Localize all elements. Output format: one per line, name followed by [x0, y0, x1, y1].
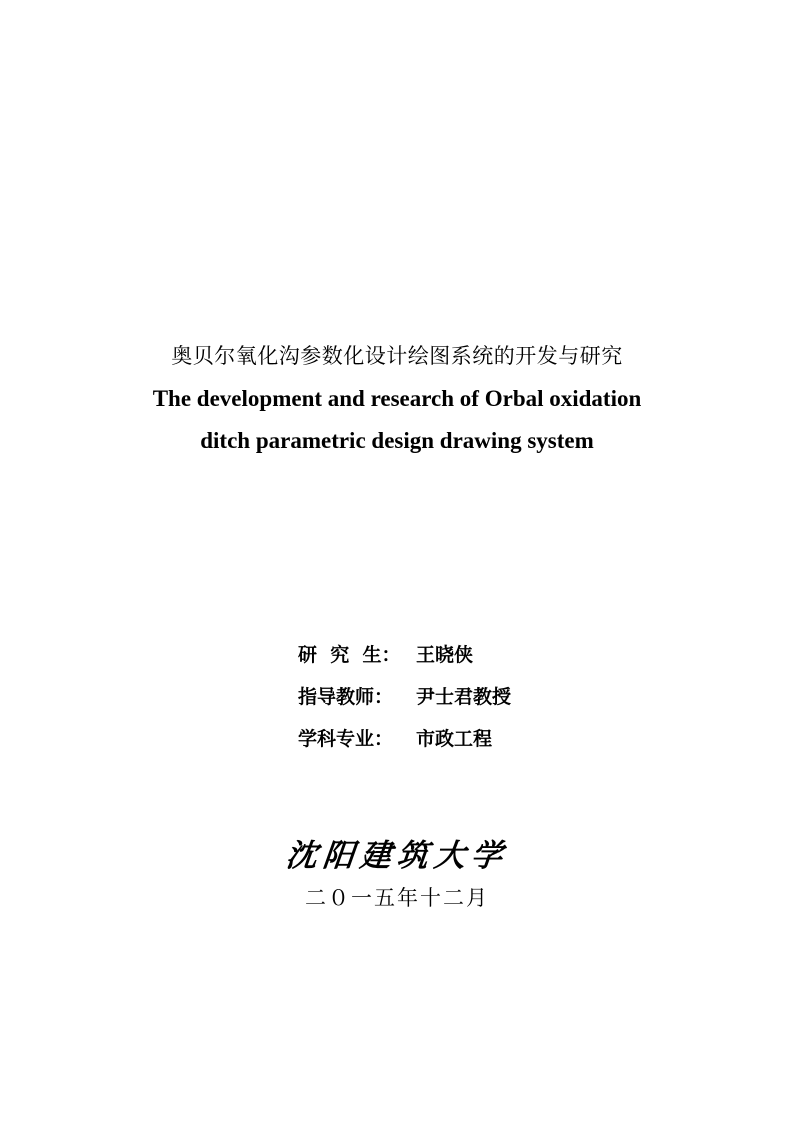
thesis-title-english-line-2: ditch parametric design drawing system — [200, 428, 594, 453]
major-name: 市政工程 — [416, 727, 493, 750]
university-calligraphy-logo: 沈阳建筑大学 — [284, 838, 510, 874]
info-row-major — [298, 716, 718, 758]
major-label: 学科专业： — [298, 727, 394, 750]
submission-date: 二０一五年十二月 — [305, 886, 489, 910]
info-row-advisor — [298, 674, 718, 716]
info-row-student — [298, 632, 718, 674]
student-label: 研 究 生： — [298, 643, 401, 666]
thesis-title-chinese: 奥贝尔氧化沟参数化设计绘图系统的开发与研究 — [171, 344, 623, 368]
student-name: 王晓侠 — [416, 643, 474, 666]
author-info-block — [298, 632, 718, 758]
advisor-name: 尹士君教授 — [416, 685, 512, 708]
advisor-label: 指导教师： — [298, 685, 394, 708]
thesis-title-english-line-1: The development and research of Orbal oxidation — [152, 386, 642, 411]
